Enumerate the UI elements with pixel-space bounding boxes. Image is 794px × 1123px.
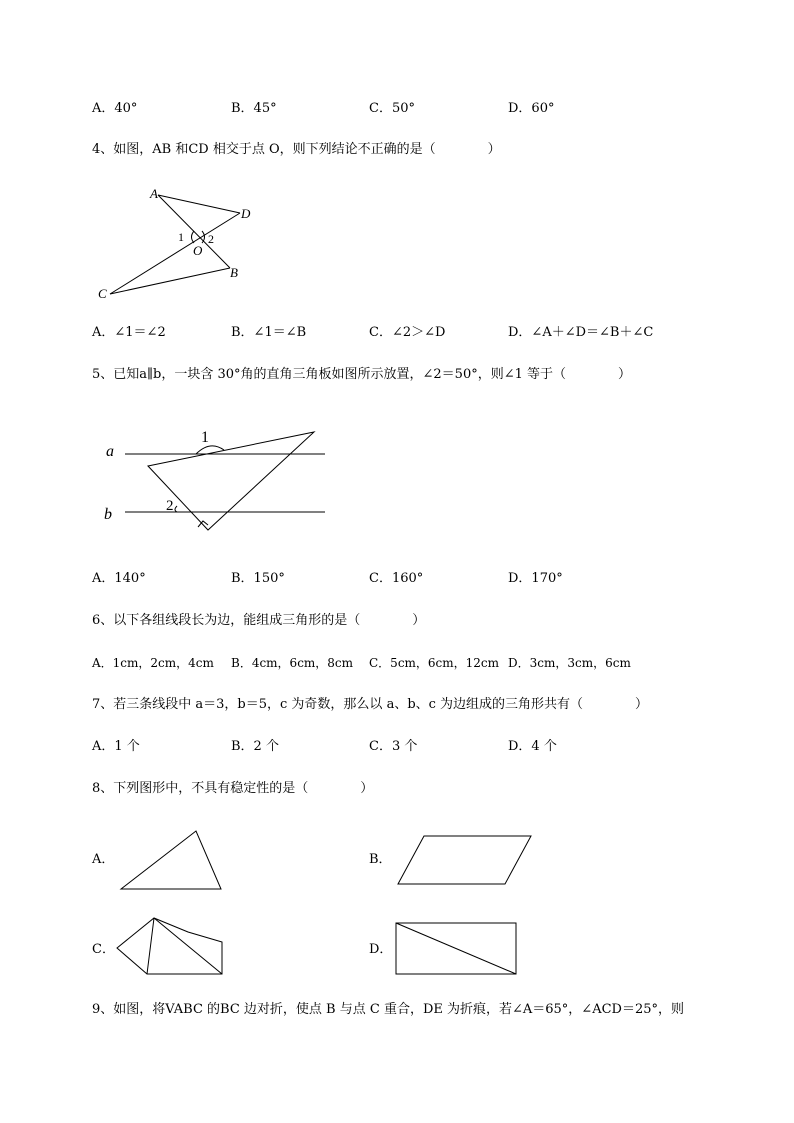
q6-option-b: B．4cm，6cm，8cm [231, 656, 354, 670]
q7-option-a: A．1 个 [92, 739, 140, 754]
q4-option-d: D．∠A＋∠D＝∠B＋∠C [508, 325, 654, 340]
q4-label-d: D [241, 206, 251, 221]
q4-label-1: 1 [178, 230, 184, 244]
q8-option-b-label: B． [369, 852, 392, 867]
q5-figure [100, 420, 340, 540]
q7-option-c: C．3 个 [369, 739, 418, 754]
q5-option-b: B．150° [231, 571, 285, 586]
q8-option-a-triangle [115, 825, 230, 895]
q6-stem: 6、以下各组线段长为边，能组成三角形的是（ ） [92, 613, 426, 628]
q8-option-d-label: D． [369, 942, 393, 957]
q7-option-d: D．4 个 [508, 739, 557, 754]
q5-option-a: A．140° [92, 571, 146, 586]
q4-label-2: 2 [208, 232, 214, 246]
q4-angle-1-arc [192, 231, 195, 243]
q8-option-c-label: C． [92, 942, 115, 957]
q5-option-d: D．170° [508, 571, 563, 586]
q3-option-a: A．40° [92, 101, 138, 116]
q3-option-b: B．45° [231, 101, 277, 116]
q4-figure [90, 180, 270, 305]
q6-option-a: A．1cm，2cm，4cm [92, 656, 214, 670]
q4-segment-ad [158, 195, 240, 213]
q4-option-a: A．∠1＝∠2 [92, 325, 166, 340]
q6-option-c: C．5cm，6cm，12cm [369, 656, 500, 670]
q5-triangle [148, 432, 314, 530]
q8-option-b-parallelogram [392, 830, 537, 890]
q4-label-o: O [193, 243, 203, 258]
q4-label-b: B [230, 265, 238, 280]
q7-option-b: B．2 个 [231, 739, 279, 754]
q4-option-b: B．∠1＝∠B [231, 325, 307, 340]
q8-option-a-label: A． [92, 852, 115, 867]
q4-stem: 4、如图，AB 和CD 相交于点 O，则下列结论不正确的是（ ） [92, 142, 501, 157]
q5-label-a: a [106, 443, 114, 460]
q3-option-d: D．60° [508, 101, 555, 116]
q4-segment-cd [110, 213, 240, 294]
q5-angle-1-arc [196, 446, 224, 454]
q5-label-1: 1 [201, 429, 209, 446]
q7-stem: 7、若三条线段中 a＝3，b＝5，c 为奇数，那么以 a、b、c 为边组成的三角形共有（ ） [92, 697, 649, 712]
q3-option-c: C．50° [369, 101, 415, 116]
q4-segment-cb [110, 268, 230, 294]
q4-option-c: C．∠2＞∠D [369, 325, 446, 340]
q4-label-a: A [150, 186, 158, 201]
q5-angle-2-arc [175, 506, 177, 512]
q8-stem: 8、下列图形中，不具有稳定性的是（ ） [92, 781, 374, 796]
q8-option-d-rectangle [392, 918, 520, 978]
q6-option-d: D．3cm，3cm，6cm [508, 656, 631, 670]
q4-label-c: C [98, 286, 107, 301]
q5-label-b: b [104, 506, 112, 523]
q5-label-2: 2 [166, 498, 174, 514]
q5-stem: 5、已知a∥b，一块含 30°角的直角三角板如图所示放置，∠2＝50°，则∠1 等于（ ） [92, 367, 632, 382]
q8-option-c-pentagon [112, 912, 227, 980]
q5-option-c: C．160° [369, 571, 424, 586]
q9-stem: 9、如图，将VABC 的BC 边对折，使点 B 与点 C 重合，DE 为折痕，若∠A＝65°，∠ACD＝25°，则 [92, 1002, 685, 1017]
